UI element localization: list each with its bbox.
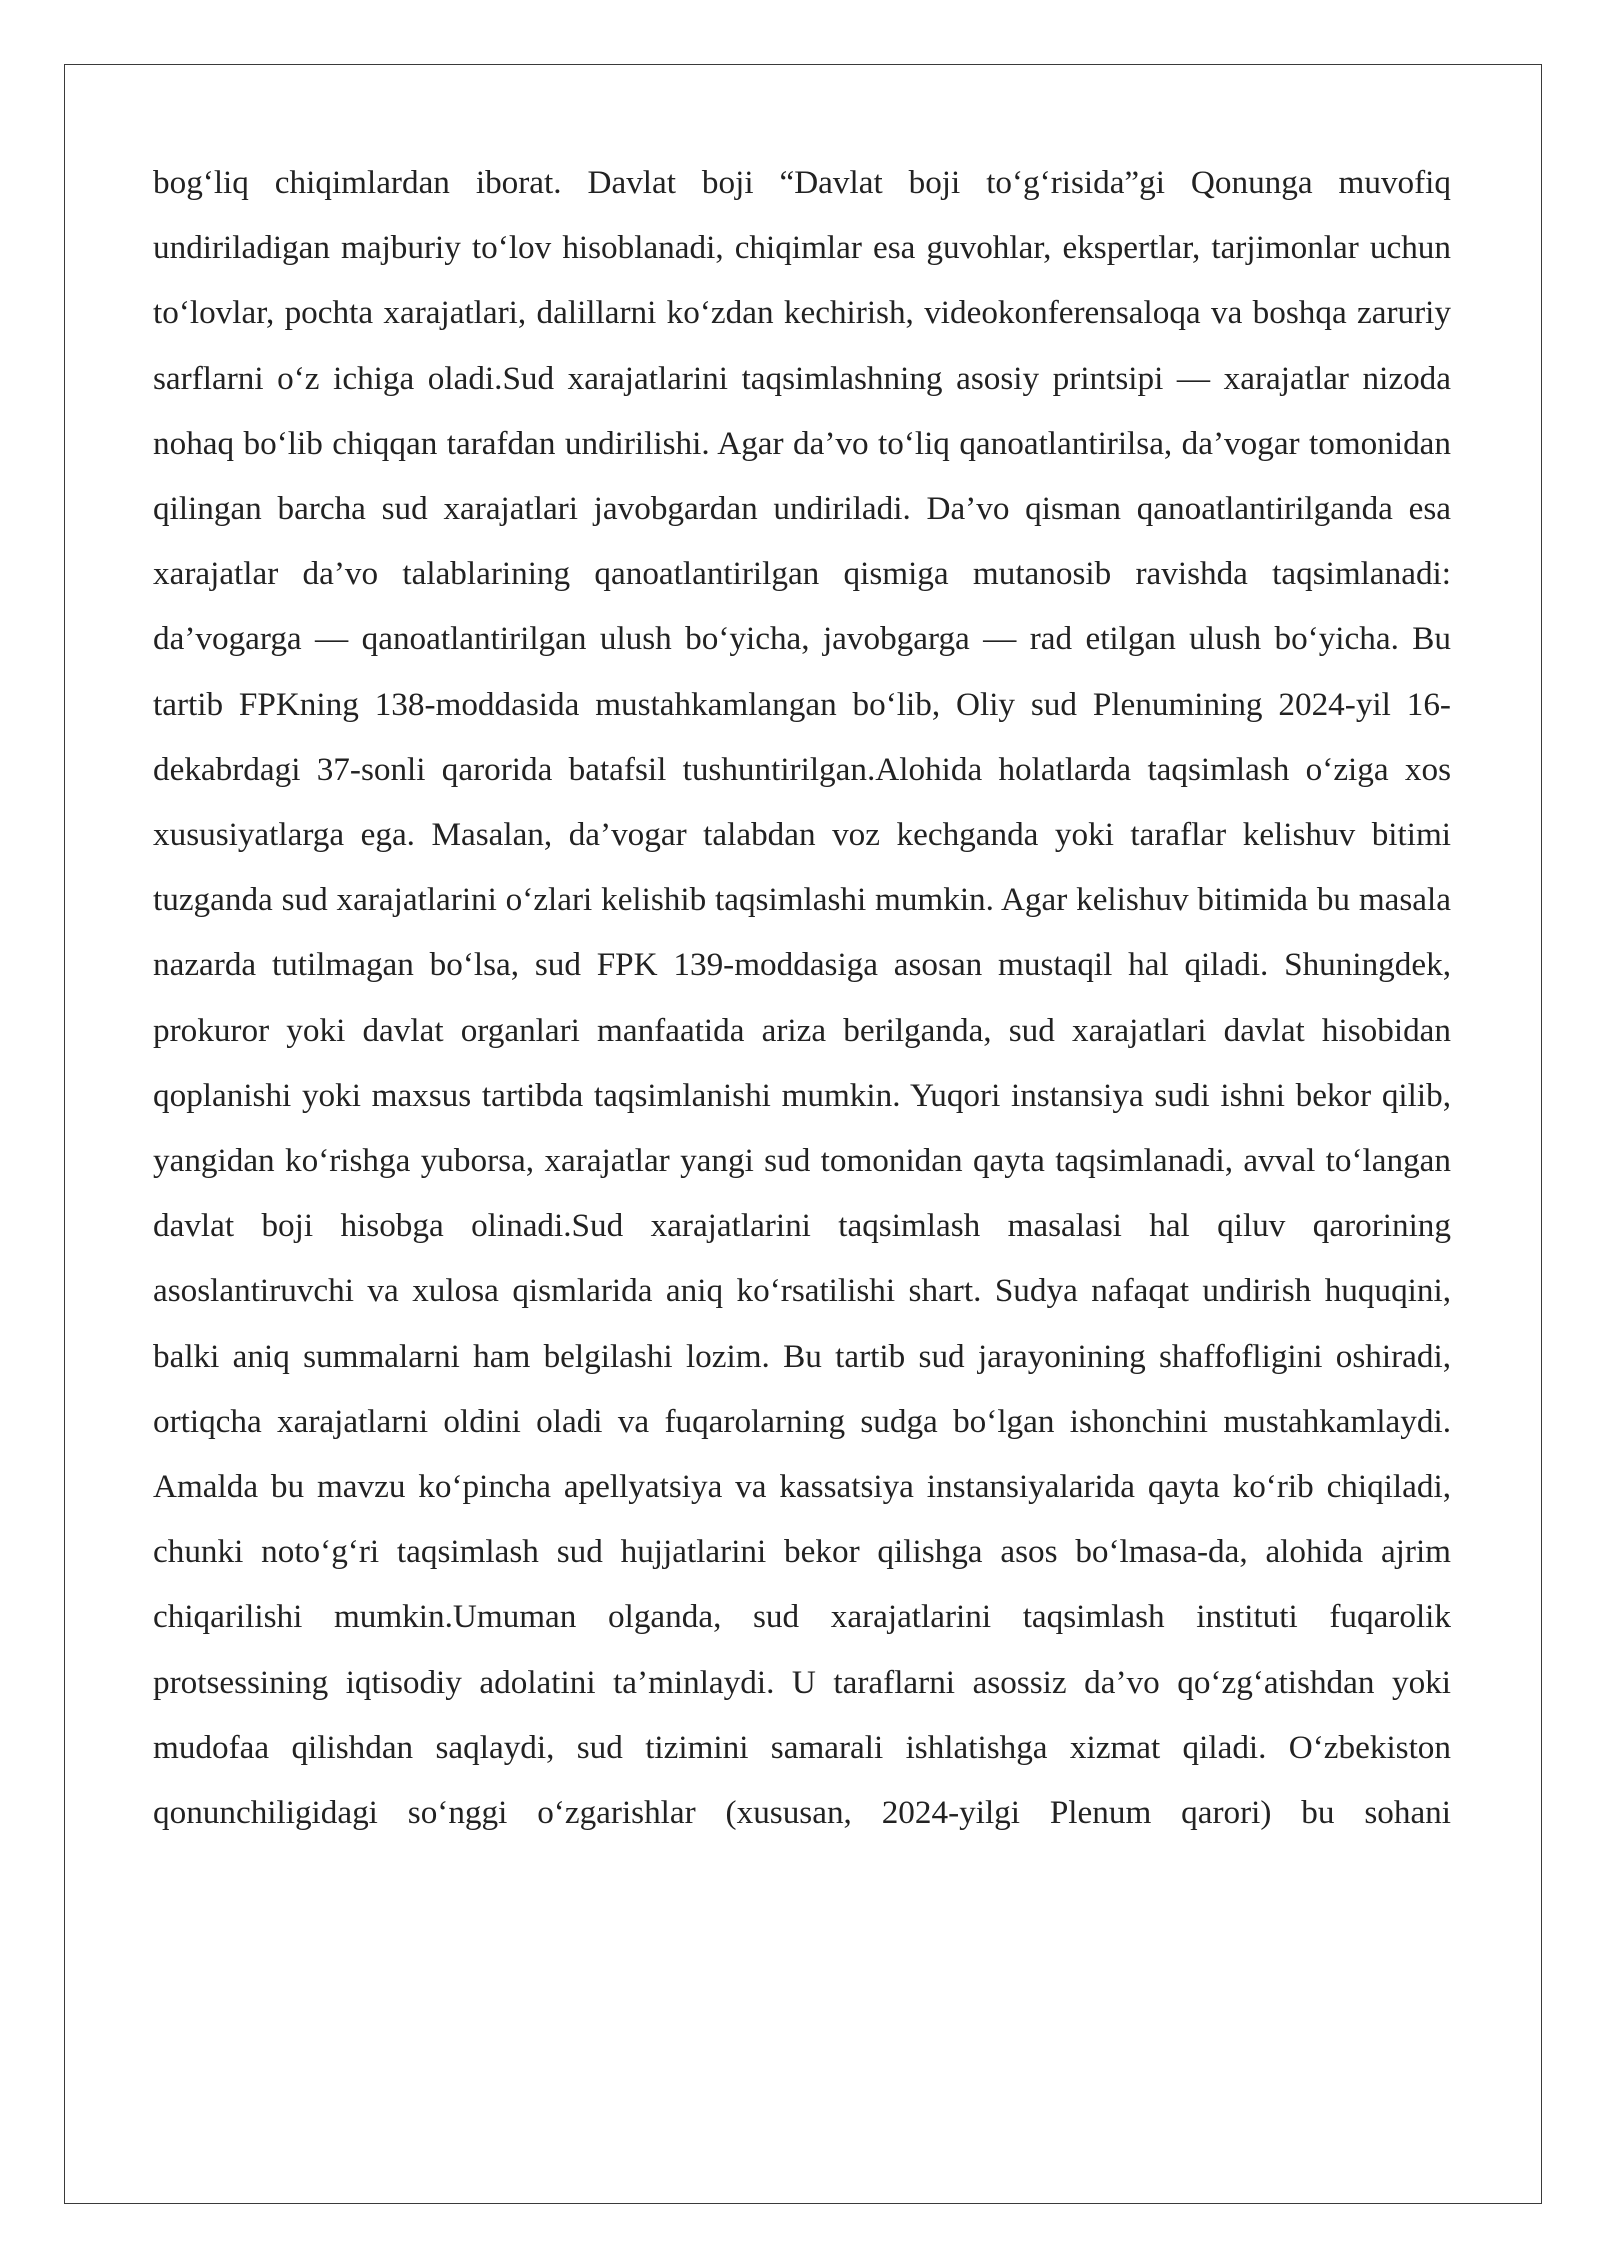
body-paragraph: bog‘liq chiqimlardan iborat. Davlat boji “Davlat boji to‘g‘risida”gi Qonunga muvofiq undiriladigan majburiy to‘lov hisoblanadi, chiqimlar esa guvohlar, ekspertlar, tarjimonlar uchun to‘lovlar, pochta xarajatlari, dalillarni ko‘zdan kechirish, videokonferensaloqa va boshqa zaruriy sarflarni o‘z ichiga oladi.Sud xarajatlarini taqsimlashning asosiy printsipi — xarajatlar nizoda nohaq bo‘lib chiqqan tarafdan undirilishi. Agar da’vo to‘liq qanoatlantirilsa, da’vogar tomonidan qilingan barcha sud xarajatlari javobgardan undiriladi. Da’vo qisman qanoatlantirilganda esa xarajatlar da’vo talablarining qanoatlantirilgan qismiga mutanosib ravishda taqsimlanadi: da’vogarga — qanoatlantirilgan ulush bo‘yicha, javobgarga — rad etilgan ulush bo‘yicha. Bu tartib FPKning 138-moddasida mustahkamlangan bo‘lib, Oliy sud Plenumining 2024-yil 16-dekabrdagi 37-sonli qarorida batafsil tushuntirilgan.Alohida holatlarda taqsimlash o‘ziga xos xususiyatlarga ega. Masalan, da’vogar talabdan voz kechganda yoki taraflar kelishuv bitimi tuzganda sud xarajatlarini o‘zlari kelishib taqsimlashi mumkin. Agar kelishuv bitimida bu masala nazarda tutilmagan bo‘lsa, sud FPK 139-moddasiga asosan mustaqil hal qiladi. Shuningdek, prokuror yoki davlat organlari manfaatida ariza berilganda, sud xarajatlari davlat hisobidan qoplanishi yoki maxsus tartibda taqsimlanishi mumkin. Yuqori instansiya sudi ishni bekor qilib, yangidan ko‘rishga yuborsa, xarajatlar yangi sud tomonidan qayta taqsimlanadi, avval to‘langan davlat boji hisobga olinadi.Sud xarajatlarini taqsimlash masalasi hal qiluv qarorining asoslantiruvchi va xulosa qismlarida aniq ko‘rsatilishi shart. Sudya nafaqat undirish huquqini, balki aniq summalarni ham belgilashi lozim. Bu tartib sud jarayonining shaffofligini oshiradi, ortiqcha xarajatlarni oldini oladi va fuqarolarning sudga bo‘lgan ishonchini mustahkamlaydi. Amalda bu mavzu ko‘pincha apellyatsiya va kassatsiya instansiyalarida qayta ko‘rib chiqiladi, chunki noto‘g‘ri taqsimlash sud hujjatlarini bekor qilishga asos bo‘lmasa-da, alohida ajrim chiqarilishi mumkin.Umuman olganda, sud xarajatlarini taqsimlash instituti fuqarolik protsessining iqtisodiy adolatini ta’minlaydi. U taraflarni asossiz da’vo qo‘zg‘atishdan yoki mudofaa qilishdan saqlaydi, sud tizimini samarali ishlatishga xizmat qiladi. O‘zbekiston qonunchiligidagi so‘nggi o‘zgarishlar (xususan, 2024-yilgi Plenum qarori) bu sohani: [153, 164, 1451, 1832]
page-content: [153, 150, 1451, 1845]
